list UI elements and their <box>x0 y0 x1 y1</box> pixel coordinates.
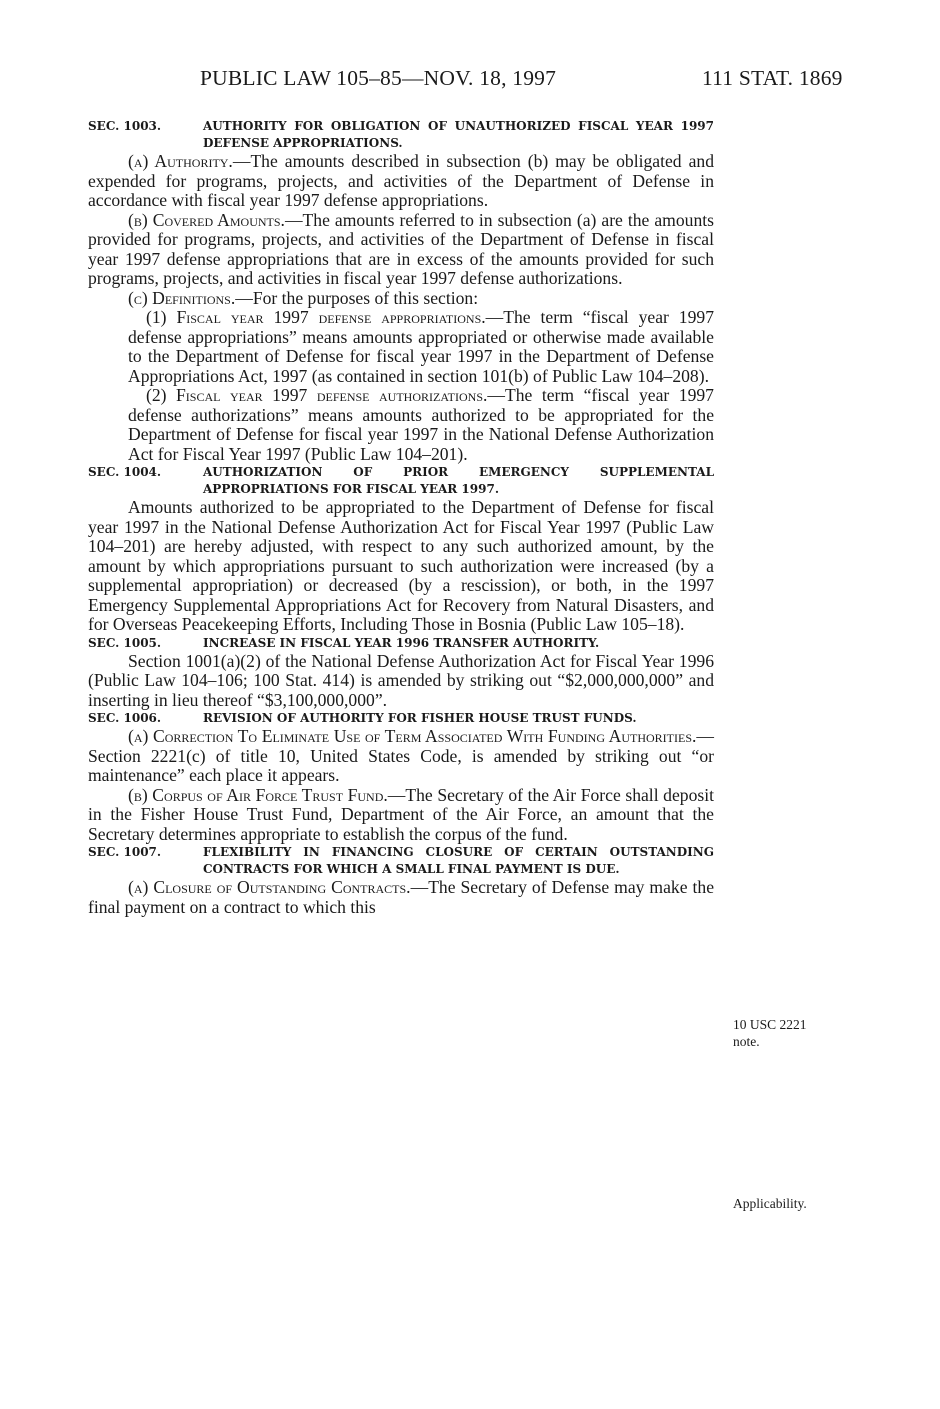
section-title: INCREASE IN FISCAL YEAR 1996 TRANSFER AUTHORITY. <box>203 635 600 650</box>
paragraph-text: —The Secretary of Defense may make the final payment on a contract to which this <box>88 877 714 917</box>
page-header <box>0 66 940 96</box>
paragraph <box>88 211 714 289</box>
paragraph-text: —The amounts referred to in subsection (a) are the amounts provided for programs, projects, and activities of the Department of Defense in fiscal year 1997 defense appropriations that are in excess of the amounts provided for such programs, projects, and activities in fiscal year 1997 defense authorizations. <box>88 209 714 288</box>
paragraph <box>88 308 714 386</box>
paragraph-text: —The Secretary of the Air Force shall deposit in the Fisher House Trust Fund, Department of the Air Force, an amount that the Secretary determines appropriate to establish the corpus of the fund. <box>88 784 714 844</box>
section-number: SEC. 1007. <box>88 845 162 859</box>
section-title: AUTHORIZATION OF PRIOR EMERGENCY SUPPLEMENTAL APPROPRIATIONS FOR FISCAL YEAR 1997. <box>203 465 714 496</box>
section-heading-1007 <box>88 844 714 878</box>
paragraph <box>88 289 714 309</box>
section-heading-1006 <box>88 710 714 727</box>
paragraph-text: —For the purposes of this section: <box>235 287 479 308</box>
subsection-heading: (a) Closure of Outstanding Contracts. <box>128 877 411 897</box>
subsection-heading: (a) Correction To Eliminate Use of Term Associated With Funding Authorities. <box>128 726 697 746</box>
subsection-heading: (a) Authority. <box>128 151 233 171</box>
subsection-heading: (b) Corpus of Air Force Trust Fund. <box>128 784 388 805</box>
paragraph: Section 1001(a)(2) of the National Defense Authorization Act for Fiscal Year 1996 (Public Law 104–106; 100 Stat. 414) is amended by striking out “$2,000,000,000” and inserting in lieu thereof “$3,100,000,000”. <box>88 650 714 710</box>
section-heading-1005 <box>88 635 714 652</box>
paragraph-text: —Section 2221(c) of title 10, United States Code, is amended by striking out “or maintenance” each place it appears. <box>88 726 714 785</box>
paragraph: Amounts authorized to be appropriated to the Department of Defense for fiscal year 1997 in the National Defense Authorization Act for Fiscal Year 1997 (Public Law 104–201) are hereby adjusted, with respect to any such authorized amount, by the amount by which appropriations pursuant to such authorization were increased (by a supplemental appropriation) or decreased (by a rescission), or both, in the 1997 Emergency Supplemental Appropriations Act for Recovery from Natural Disasters, and for Overseas Peacekeeping Efforts, Including Those in Bosnia (Public Law 105–18). <box>88 497 714 634</box>
law-title: PUBLIC LAW 105–85—NOV. 18, 1997 <box>200 66 557 90</box>
section-number: SEC. 1004. <box>88 465 162 479</box>
paragraph-text: —The term “fiscal year 1997 defense appropriations” means amounts appropriated or otherwise made available to the Department of Defense for fiscal year 1997 in the Department of Defense Appropriations Act, 1997 (as contained in section 101(b) of Public Law 104–208). <box>128 307 714 386</box>
paragraph <box>88 727 714 786</box>
paragraph <box>88 786 714 845</box>
section-title: REVISION OF AUTHORITY FOR FISHER HOUSE TRUST FUNDS. <box>203 711 637 725</box>
subsection-heading: (b) Covered Amounts. <box>128 209 285 230</box>
section-number: SEC. 1006. <box>88 711 162 725</box>
paragraph <box>88 878 714 917</box>
section-number: SEC. 1003. <box>88 119 162 133</box>
stat-citation: 111 STAT. 1869 <box>702 66 843 90</box>
paragraph-text: —The term “fiscal year 1997 defense authorizations” means amounts authorized to be appropriated for the Department of Defense for fiscal year 1997 in the National Defense Authorization Act for Fiscal Year 1997 (Public Law 104–201). <box>128 385 714 464</box>
paragraph-heading: (1) Fiscal year 1997 defense appropriations. <box>146 307 486 327</box>
section-heading-1003 <box>88 118 714 152</box>
margin-note-usc: 10 USC 2221 note. <box>733 1017 807 1049</box>
subsection-heading: (c) Definitions. <box>128 287 236 308</box>
section-number: SEC. 1005. <box>88 635 162 650</box>
paragraph <box>88 386 714 464</box>
section-title: AUTHORITY FOR OBLIGATION OF UNAUTHORIZED FISCAL YEAR 1997 DEFENSE APPROPRIATIONS. <box>203 119 714 150</box>
paragraph <box>88 152 714 211</box>
paragraph-heading: (2) Fiscal year 1997 defense authorizations. <box>146 385 488 405</box>
text-column <box>88 118 714 917</box>
paragraph-text: —The amounts described in subsection (b) may be obligated and expended for programs, projects, and activities of the Department of Defense in accordance with fiscal year 1997 defense appropriations. <box>88 151 714 210</box>
section-heading-1004 <box>88 464 714 498</box>
margin-note-applicability: Applicability. <box>733 1196 807 1211</box>
section-title: FLEXIBILITY IN FINANCING CLOSURE OF CERTAIN OUTSTANDING CONTRACTS FOR WHICH A SMALL FINAL PAYMENT IS DUE. <box>203 845 714 876</box>
